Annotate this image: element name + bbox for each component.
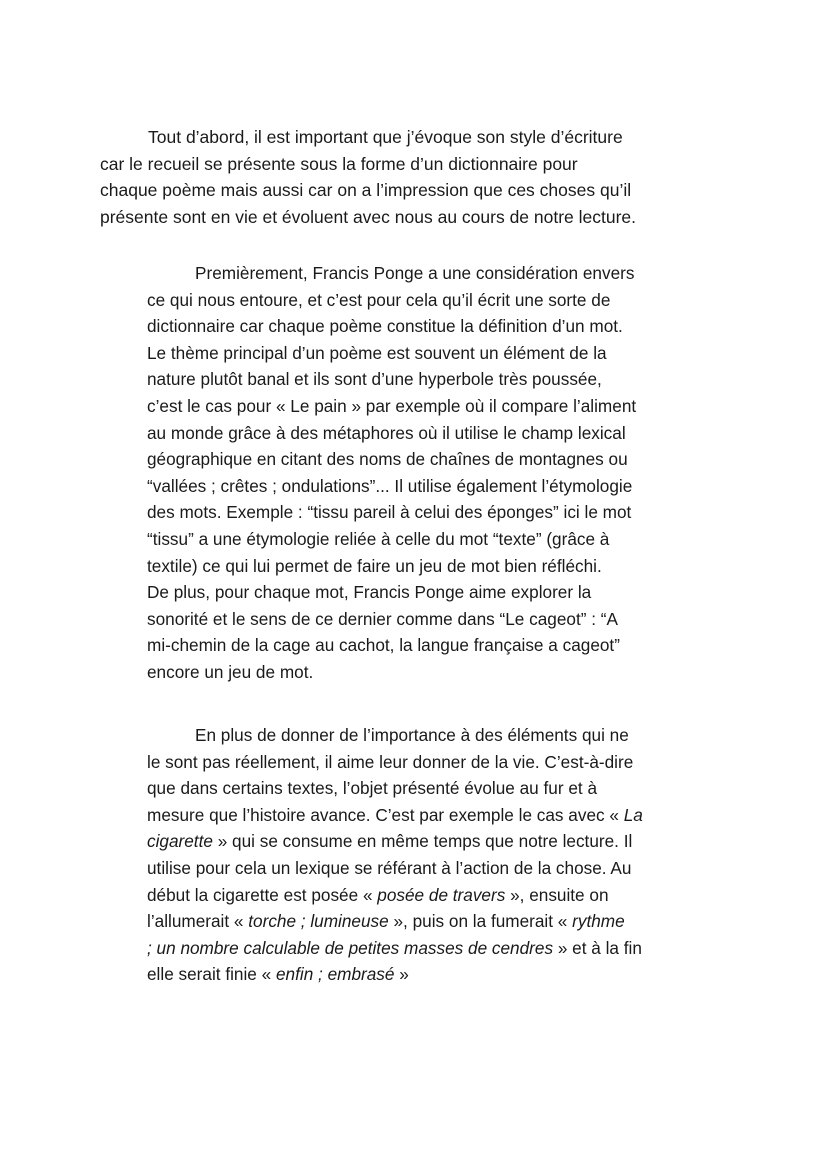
text-line: car le recueil se présente sous la forme d’un dictionnaire pour [100,153,578,174]
text-line: “tissu” a une étymologie reliée à celle du mot “texte” (grâce à [147,528,610,549]
text-line [147,828,747,855]
text-run: mesure que l’histoire avance. C’est par exemple le cas avec « [147,804,624,825]
text-line: “vallées ; crêtes ; ondulations”... Il utilise également l’étymologie [147,475,633,496]
text-line: De plus, pour chaque mot, Francis Ponge aime explorer la [147,582,592,603]
paragraph-first [147,260,747,686]
text-run: » qui se consume en même temps que notre lecture. Il [212,831,633,852]
text-line: En plus de donner de l’importance à des éléments qui ne [195,725,629,745]
text-line: Tout d’abord, il est important que j’évoque son style d’écriture [148,127,623,147]
text-line: que dans certains textes, l’objet présenté évolue au fur et à [147,778,598,799]
italic-quote: posée de travers [377,884,506,905]
text-line: nature plutôt banal et ils sont d’une hyperbole très poussée, [147,369,602,390]
italic-quote: rythme [572,911,625,932]
italic-quote: cigarette [147,831,213,852]
text-line: au monde grâce à des métaphores où il utilise le champ lexical [147,422,626,443]
text-line [147,802,747,829]
text-line [147,908,747,935]
text-line: ce qui nous entoure, et c’est pour cela qu’il écrit une sorte de [147,289,611,310]
text-line: c’est le cas pour « Le pain » par exemple où il compare l’aliment [147,395,637,416]
text-line: mi-chemin de la cage au cachot, la langue française a cageot” [147,635,620,656]
text-line: sonorité et le sens de ce dernier comme dans “Le cageot” : “A [147,608,618,629]
italic-quote: enfin ; embrasé [275,964,395,985]
text-line: dictionnaire car chaque poème constitue la définition d’un mot. [147,316,623,337]
text-run: début la cigarette est posée « [147,884,378,905]
text-line [147,882,747,909]
text-line [147,935,747,962]
paragraph-intro [100,124,740,230]
text-line: des mots. Exemple : “tissu pareil à celui des éponges” ici le mot [147,502,632,523]
text-line: textile) ce qui lui permet de faire un jeu de mot bien réfléchi. [147,555,602,576]
text-line [147,961,747,988]
text-line: présente sont en vie et évoluent avec nous au cours de notre lecture. [100,206,637,227]
text-line: géographique en citant des noms de chaînes de montagnes ou [147,449,628,470]
text-run: elle serait finie « [147,964,276,985]
text-line: Le thème principal d’un poème est souvent un élément de la [147,342,607,363]
italic-quote: torche ; lumineuse [248,911,389,932]
text-run: », ensuite on [505,884,609,905]
text-line: utilise pour cela un lexique se référant à l’action de la chose. Au [147,857,632,878]
text-line: encore un jeu de mot. [147,661,314,682]
text-line: Premièrement, Francis Ponge a une considération envers [195,263,635,283]
paragraph-second [147,722,747,988]
text-run: l’allumerait « [147,911,249,932]
text-run: » [394,964,409,985]
text-run: », puis on la fumerait « [388,911,573,932]
text-line: chaque poème mais aussi car on a l’impression que ces choses qu’il [100,180,632,201]
italic-quote: La [623,804,643,825]
text-line: le sont pas réellement, il aime leur donner de la vie. C’est-à-dire [147,751,634,772]
italic-quote: ; un nombre calculable de petites masses de cendres [147,937,554,958]
text-run: » et à la fin [553,937,642,958]
